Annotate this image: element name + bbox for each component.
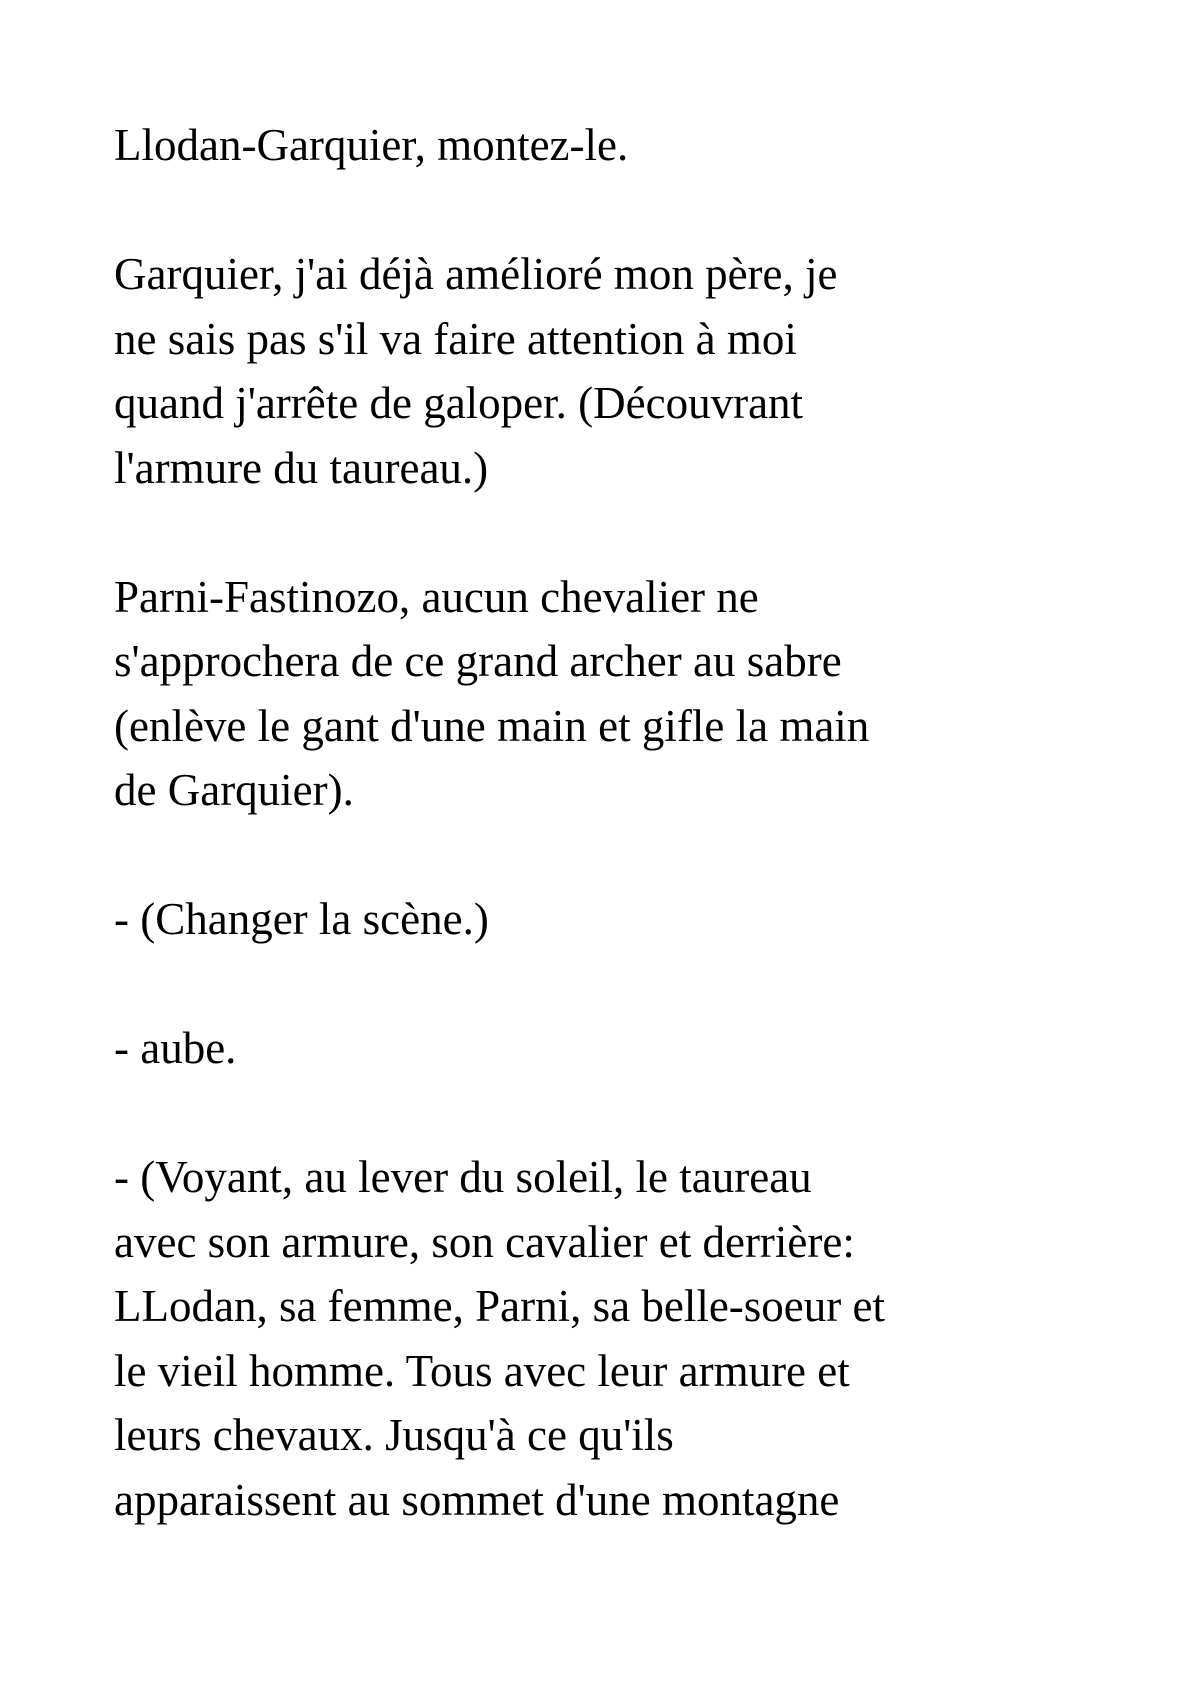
text-line: - aube.	[114, 1023, 237, 1073]
text-line: ne sais pas s'il va faire attention à moi	[114, 313, 797, 364]
text-line: avec son armure, son cavalier et derrière:	[114, 1216, 855, 1267]
text-line: - (Voyant, au lever du soleil, le taureau	[114, 1152, 812, 1202]
text-line: Garquier, j'ai déjà amélioré mon père, je	[114, 249, 838, 299]
paragraph-5	[114, 1016, 1114, 1081]
document-body	[114, 113, 1114, 1597]
text-line: apparaissent au sommet d'une montagne	[114, 1474, 840, 1525]
text-line: l'armure du taureau.)	[114, 442, 489, 493]
text-line: Llodan-Garquier, montez-le.	[114, 120, 629, 170]
text-line: leurs chevaux. Jusqu'à ce qu'ils	[114, 1410, 674, 1460]
text-line: quand j'arrête de galoper. (Découvrant	[114, 378, 804, 428]
text-line: le vieil homme. Tous avec leur armure et	[114, 1345, 850, 1396]
text-line: LLodan, sa femme, Parni, sa belle-soeur et	[114, 1281, 885, 1331]
text-line: s'approchera de ce grand archer au sabre	[114, 636, 842, 686]
text-line: - (Changer la scène.)	[114, 894, 489, 944]
paragraph-4	[114, 887, 1114, 952]
paragraph-6	[114, 1145, 1114, 1532]
paragraph-1	[114, 113, 1114, 178]
text-line: de Garquier).	[114, 765, 354, 815]
text-line: Parni-Fastinozo, aucun chevalier ne	[114, 571, 759, 622]
text-line: (enlève le gant d'une main et gifle la main	[114, 700, 870, 751]
paragraph-2	[114, 242, 1114, 500]
paragraph-3	[114, 565, 1114, 823]
